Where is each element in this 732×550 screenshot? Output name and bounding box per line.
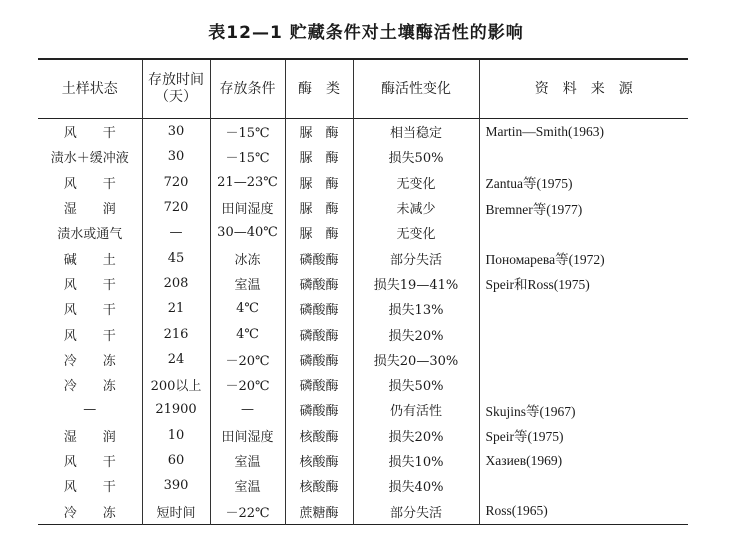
table-row: [38, 498, 688, 524]
header-storage-condition: 存放条件: [210, 59, 285, 119]
cell-sample-state: 冷 冻: [63, 353, 116, 369]
cell-sample-state: 风 干: [63, 303, 116, 319]
header-storage-time: 存放时间 （天）: [142, 59, 210, 119]
cell-sample-state: —: [83, 402, 97, 418]
cell-storage-time: 720: [142, 170, 210, 195]
table-row: [38, 119, 688, 145]
cell-storage-condition: —: [210, 397, 285, 422]
cell-storage-condition: －22℃: [210, 498, 285, 524]
cell-enzyme-type: 脲 酶: [285, 195, 353, 220]
table-row: [38, 271, 688, 296]
cell-source: Хазиев(1969): [479, 448, 688, 473]
cell-source: Speir和Ross(1975): [479, 271, 688, 296]
cell-activity-change: 损失13%: [353, 296, 479, 321]
cell-sample-state: 冷 冻: [63, 505, 116, 521]
cell-source: Ross(1965): [479, 498, 688, 524]
cell-enzyme-type: 核酸酶: [285, 448, 353, 473]
cell-storage-time: 30: [142, 144, 210, 169]
cell-source: Speir等(1975): [479, 423, 688, 448]
table-body: [38, 119, 688, 525]
cell-storage-condition: －20℃: [210, 347, 285, 372]
cell-source: [479, 473, 688, 498]
cell-storage-condition: 30—40℃: [210, 220, 285, 245]
cell-source: [479, 144, 688, 169]
cell-storage-condition: 4℃: [210, 296, 285, 321]
cell-storage-time: 21900: [142, 397, 210, 422]
cell-storage-time: 390: [142, 473, 210, 498]
cell-source: Bremner等(1977): [479, 195, 688, 220]
cell-sample-state: 风 干: [63, 480, 116, 496]
cell-enzyme-type: 磷酸酶: [285, 372, 353, 397]
cell-storage-time: 720: [142, 195, 210, 220]
cell-activity-change: 损失19—41%: [353, 271, 479, 296]
cell-activity-change: 未减少: [353, 195, 479, 220]
header-enzyme-type: 酶 类: [285, 59, 353, 119]
cell-storage-condition: －20℃: [210, 372, 285, 397]
cell-activity-change: 部分失活: [353, 245, 479, 270]
cell-sample-state: 风 干: [63, 176, 116, 192]
cell-storage-time: 21: [142, 296, 210, 321]
table-row: [38, 144, 688, 169]
cell-enzyme-type: 磷酸酶: [285, 271, 353, 296]
cell-enzyme-type: 脲 酶: [285, 144, 353, 169]
cell-source: Martin—Smith(1963): [479, 119, 688, 145]
cell-sample-state: 风 干: [63, 126, 116, 142]
cell-storage-condition: 室温: [210, 448, 285, 473]
cell-enzyme-type: 磷酸酶: [285, 245, 353, 270]
cell-storage-condition: 室温: [210, 271, 285, 296]
table-row: [38, 220, 688, 245]
cell-storage-time: 208: [142, 271, 210, 296]
cell-activity-change: 无变化: [353, 170, 479, 195]
cell-enzyme-type: 核酸酶: [285, 423, 353, 448]
cell-storage-time: 216: [142, 321, 210, 346]
cell-enzyme-type: 脲 酶: [285, 220, 353, 245]
cell-storage-condition: －15℃: [210, 119, 285, 145]
cell-activity-change: 损失20%: [353, 423, 479, 448]
header-source: 资 料 来 源: [479, 59, 688, 119]
cell-storage-time: 短时间: [142, 498, 210, 524]
cell-activity-change: 损失40%: [353, 473, 479, 498]
table-row: [38, 321, 688, 346]
cell-storage-time: —: [142, 220, 210, 245]
cell-enzyme-type: 脲 酶: [285, 119, 353, 145]
cell-source: [479, 321, 688, 346]
cell-sample-state: 冷 冻: [63, 379, 116, 395]
table-row: [38, 296, 688, 321]
table-row: [38, 397, 688, 422]
cell-storage-condition: 4℃: [210, 321, 285, 346]
cell-source: [479, 347, 688, 372]
cell-storage-condition: 21—23℃: [210, 170, 285, 195]
cell-source: [479, 220, 688, 245]
cell-storage-time: 45: [142, 245, 210, 270]
cell-activity-change: 相当稳定: [353, 119, 479, 145]
cell-enzyme-type: 核酸酶: [285, 473, 353, 498]
table-row: [38, 372, 688, 397]
table-row: [38, 195, 688, 220]
cell-storage-condition: －15℃: [210, 144, 285, 169]
cell-activity-change: 部分失活: [353, 498, 479, 524]
header-sample-state: 土样状态: [61, 80, 118, 97]
cell-enzyme-type: 磷酸酶: [285, 347, 353, 372]
cell-activity-change: 损失20%: [353, 321, 479, 346]
enzyme-storage-table: [38, 58, 688, 525]
table-row: [38, 473, 688, 498]
cell-enzyme-type: 磷酸酶: [285, 397, 353, 422]
cell-storage-condition: 室温: [210, 473, 285, 498]
table-row: [38, 448, 688, 473]
cell-sample-state: 风 干: [63, 328, 116, 344]
table-row: [38, 245, 688, 270]
table-title: 表12—1 贮藏条件对土壤酶活性的影响: [208, 23, 524, 43]
table-row: [38, 347, 688, 372]
cell-source: [479, 372, 688, 397]
cell-storage-time: 30: [142, 119, 210, 145]
cell-sample-state: 碱 土: [63, 252, 116, 268]
cell-storage-condition: 冰冻: [210, 245, 285, 270]
cell-storage-time: 10: [142, 423, 210, 448]
cell-enzyme-type: 脲 酶: [285, 170, 353, 195]
cell-storage-time: 24: [142, 347, 210, 372]
header-row: [38, 59, 688, 119]
cell-storage-condition: 田间湿度: [210, 195, 285, 220]
cell-sample-state: 湿 润: [63, 429, 116, 445]
cell-source: Skujins等(1967): [479, 397, 688, 422]
cell-source: [479, 296, 688, 321]
cell-activity-change: 损失50%: [353, 372, 479, 397]
cell-enzyme-type: 蔗糖酶: [285, 498, 353, 524]
cell-sample-state: 渍水＋缓冲液: [50, 151, 129, 167]
cell-activity-change: 仍有活性: [353, 397, 479, 422]
cell-activity-change: 无变化: [353, 220, 479, 245]
cell-sample-state: 风 干: [63, 455, 116, 470]
cell-source: Пономарева等(1972): [479, 245, 688, 270]
cell-storage-time: 60: [142, 448, 210, 473]
cell-storage-condition: 田间湿度: [210, 423, 285, 448]
cell-activity-change: 损失50%: [353, 144, 479, 169]
cell-activity-change: 损失20—30%: [353, 347, 479, 372]
table-row: [38, 170, 688, 195]
cell-sample-state: 渍水或通气: [57, 227, 123, 243]
cell-sample-state: 湿 润: [63, 202, 116, 218]
cell-storage-time: 200以上: [142, 372, 210, 397]
cell-enzyme-type: 磷酸酶: [285, 321, 353, 346]
cell-enzyme-type: 磷酸酶: [285, 296, 353, 321]
header-activity-change: 酶活性变化: [353, 59, 479, 119]
cell-activity-change: 损失10%: [353, 448, 479, 473]
cell-sample-state: 风 干: [63, 277, 116, 293]
cell-source: Zantua等(1975): [479, 170, 688, 195]
table-row: [38, 423, 688, 448]
